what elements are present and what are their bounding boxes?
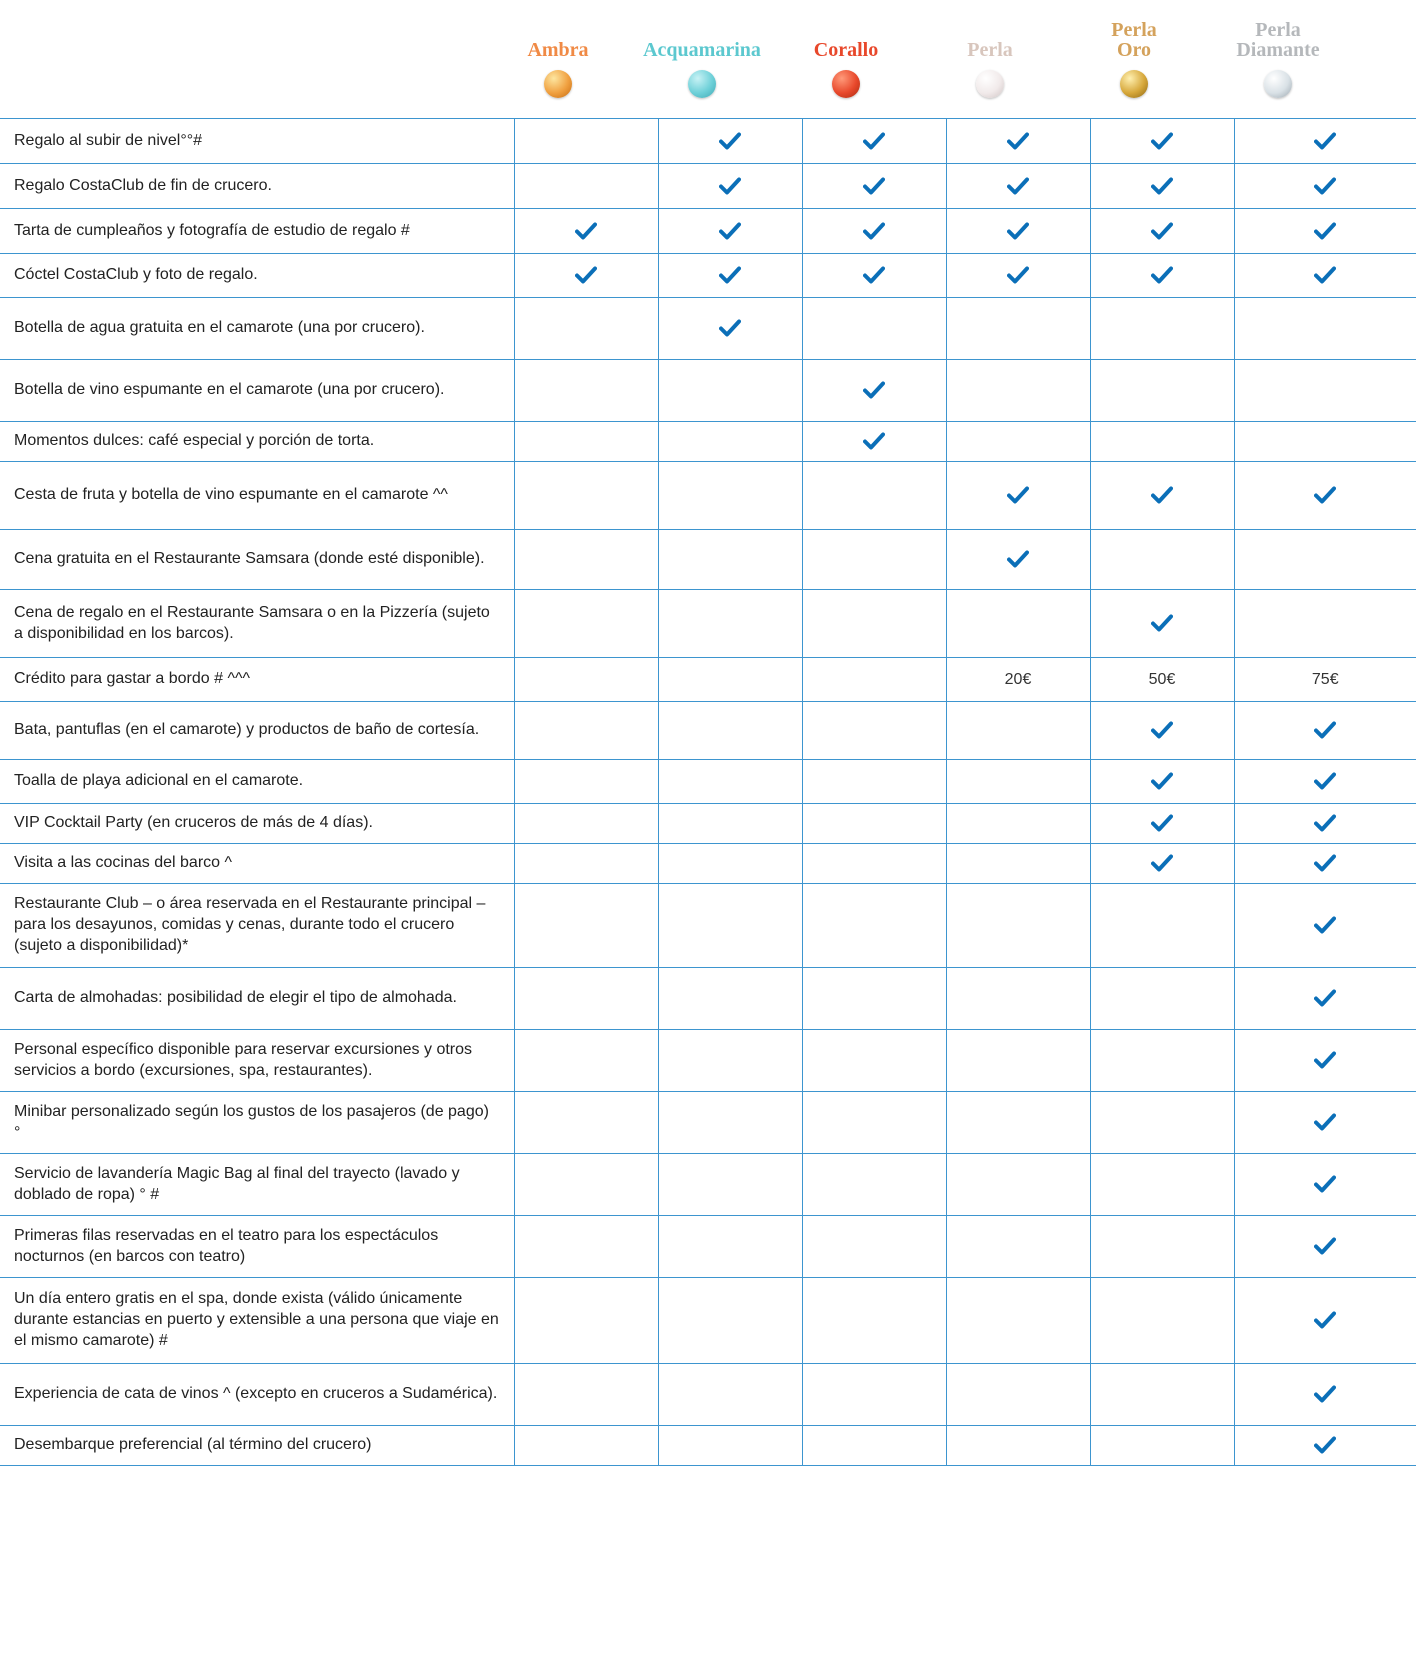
benefit-cell [1090, 530, 1234, 590]
benefit-cell [946, 298, 1090, 360]
benefit-cell [1090, 254, 1234, 298]
benefit-cell [514, 254, 658, 298]
checkmark-icon [1314, 486, 1336, 504]
benefit-cell [658, 209, 802, 254]
benefit-cell [514, 1364, 658, 1426]
checkmark-icon [575, 222, 597, 240]
gold-pearl-gem-icon [1120, 70, 1148, 98]
benefit-cell [1090, 658, 1234, 702]
checkmark-icon [1007, 177, 1029, 195]
benefit-cell [802, 590, 946, 658]
benefit-cell [514, 1278, 658, 1364]
benefit-label: Momentos dulces: café especial y porción de torta. [0, 422, 514, 462]
benefit-cell [946, 804, 1090, 844]
benefit-label: Toalla de playa adicional en el camarote. [0, 760, 514, 804]
benefit-cell [658, 702, 802, 760]
benefit-cell [946, 119, 1090, 164]
tier-column-header [1202, 0, 1354, 118]
checkmark-icon [1314, 1237, 1336, 1255]
checkmark-icon [1314, 1175, 1336, 1193]
benefit-cell [1090, 968, 1234, 1030]
benefit-cell [946, 164, 1090, 209]
benefit-cell [658, 1426, 802, 1466]
benefit-cell [514, 804, 658, 844]
checkmark-icon [1314, 1311, 1336, 1329]
benefit-cell [802, 164, 946, 209]
table-row [0, 844, 1416, 884]
benefit-cell [1234, 1030, 1416, 1092]
benefit-cell [1234, 702, 1416, 760]
benefit-cell [946, 590, 1090, 658]
benefit-cell [658, 119, 802, 164]
benefit-label: Botella de vino espumante en el camarote (una por crucero). [0, 360, 514, 422]
benefit-cell [658, 884, 802, 968]
benefit-cell [802, 884, 946, 968]
checkmark-icon [1314, 814, 1336, 832]
benefit-cell [1090, 1216, 1234, 1278]
benefit-label: Bata, pantuflas (en el camarote) y productos de baño de cortesía. [0, 702, 514, 760]
benefit-cell [514, 844, 658, 884]
checkmark-icon [1151, 721, 1173, 739]
benefit-cell [946, 254, 1090, 298]
checkmark-icon [863, 381, 885, 399]
benefit-cell [514, 1216, 658, 1278]
benefit-cell [658, 164, 802, 209]
table-row [0, 422, 1416, 462]
benefit-cell [946, 1426, 1090, 1466]
benefit-cell [1090, 164, 1234, 209]
tier-name [770, 40, 922, 60]
benefit-label: Restaurante Club – o área reservada en el Restaurante principal – para los desayunos, comidas y cenas, durante todo el crucero (sujeto a disponibilidad)* [0, 884, 514, 968]
benefit-cell [658, 422, 802, 462]
checkmark-icon [1007, 222, 1029, 240]
benefit-label: Cóctel CostaClub y foto de regalo. [0, 254, 514, 298]
benefit-cell [514, 360, 658, 422]
benefit-cell [1090, 1364, 1234, 1426]
table-row [0, 590, 1416, 658]
checkmark-icon [575, 266, 597, 284]
tier-name-line: Perla [1111, 19, 1157, 41]
benefit-label: Experiencia de cata de vinos ^ (excepto en cruceros a Sudamérica). [0, 1364, 514, 1426]
benefit-cell [658, 1278, 802, 1364]
benefit-label: Servicio de lavandería Magic Bag al final del trayecto (lavado y doblado de ropa) ° # [0, 1154, 514, 1216]
benefit-cell [514, 968, 658, 1030]
pearl-gem-icon [976, 70, 1004, 98]
checkmark-icon [1151, 814, 1173, 832]
benefit-cell [658, 298, 802, 360]
table-row [0, 209, 1416, 254]
benefit-label: Un día entero gratis en el spa, donde exista (válido únicamente durante estancias en puerto y extensible a una persona que viaje en el mismo camarote) # [0, 1278, 514, 1364]
tier-name [914, 40, 1066, 60]
benefit-cell [658, 360, 802, 422]
credit-value: 75€ [1311, 670, 1339, 688]
benefit-cell [802, 1278, 946, 1364]
benefit-cell [514, 702, 658, 760]
benefit-cell [1234, 1278, 1416, 1364]
checkmark-icon [1007, 486, 1029, 504]
tier-name [1202, 20, 1354, 60]
table-row [0, 254, 1416, 298]
benefit-label: Visita a las cocinas del barco ^ [0, 844, 514, 884]
checkmark-icon [1314, 1436, 1336, 1454]
benefit-label: Personal específico disponible para reservar excursiones y otros servicios a bordo (excursiones, spa, restaurantes). [0, 1030, 514, 1092]
benefit-cell [658, 1030, 802, 1092]
benefit-cell [1234, 1154, 1416, 1216]
benefit-cell [514, 1154, 658, 1216]
benefit-cell [946, 1030, 1090, 1092]
table-row [0, 1030, 1416, 1092]
table-row [0, 1092, 1416, 1154]
tier-name-line: Perla [967, 39, 1013, 61]
checkmark-icon [1314, 989, 1336, 1007]
checkmark-icon [1151, 772, 1173, 790]
benefit-cell [946, 760, 1090, 804]
checkmark-icon [1151, 132, 1173, 150]
benefit-cell [802, 702, 946, 760]
credit-value: 20€ [1004, 670, 1032, 688]
benefit-cell [946, 1092, 1090, 1154]
benefit-cell [802, 209, 946, 254]
benefit-cell [802, 844, 946, 884]
benefit-cell [1234, 254, 1416, 298]
benefit-cell [514, 119, 658, 164]
tier-header [0, 0, 1416, 118]
benefit-cell [802, 1092, 946, 1154]
table-row [0, 1278, 1416, 1364]
benefit-cell [1234, 1092, 1416, 1154]
benefit-cell [946, 884, 1090, 968]
benefit-cell [1234, 804, 1416, 844]
benefit-cell [1234, 590, 1416, 658]
table-row [0, 1154, 1416, 1216]
benefit-cell [1234, 1426, 1416, 1466]
diamond-pearl-gem-icon [1264, 70, 1292, 98]
benefit-cell [1234, 760, 1416, 804]
benefit-cell [1090, 462, 1234, 530]
benefit-cell [802, 298, 946, 360]
table-row [0, 119, 1416, 164]
checkmark-icon [719, 266, 741, 284]
benefit-cell [1090, 422, 1234, 462]
benefit-label: Primeras filas reservadas en el teatro para los espectáculos nocturnos (en barcos con teatro) [0, 1216, 514, 1278]
table-row [0, 360, 1416, 422]
benefit-cell [1234, 844, 1416, 884]
checkmark-icon [863, 266, 885, 284]
table-row [0, 530, 1416, 590]
amber-gem-icon [544, 70, 572, 98]
benefit-cell [1234, 119, 1416, 164]
benefit-cell [1090, 1092, 1234, 1154]
benefit-cell [1090, 1278, 1234, 1364]
benefit-label: Regalo CostaClub de fin de crucero. [0, 164, 514, 209]
benefit-cell [658, 462, 802, 530]
table-row [0, 1216, 1416, 1278]
benefit-cell [946, 968, 1090, 1030]
benefit-cell [802, 462, 946, 530]
benefit-cell [946, 422, 1090, 462]
benefit-cell [658, 590, 802, 658]
benefit-cell [1090, 804, 1234, 844]
benefit-cell [802, 360, 946, 422]
benefit-cell [802, 804, 946, 844]
benefit-label: Carta de almohadas: posibilidad de elegir el tipo de almohada. [0, 968, 514, 1030]
benefit-cell [946, 1216, 1090, 1278]
benefit-cell [1234, 164, 1416, 209]
table-row [0, 164, 1416, 209]
checkmark-icon [719, 319, 741, 337]
benefit-cell [514, 590, 658, 658]
benefit-label: Regalo al subir de nivel°°# [0, 119, 514, 164]
benefit-cell [1090, 1154, 1234, 1216]
benefit-cell [514, 462, 658, 530]
tier-column-header [1058, 0, 1210, 118]
benefit-cell [802, 1030, 946, 1092]
benefit-cell [946, 360, 1090, 422]
benefit-cell [1234, 422, 1416, 462]
checkmark-icon [1314, 132, 1336, 150]
checkmark-icon [1151, 486, 1173, 504]
benefit-cell [514, 209, 658, 254]
credit-value: 50€ [1148, 670, 1176, 688]
benefit-cell [658, 1154, 802, 1216]
benefit-cell [658, 1092, 802, 1154]
benefit-label: Minibar personalizado según los gustos de los pasajeros (de pago) ° [0, 1092, 514, 1154]
benefit-cell [802, 422, 946, 462]
checkmark-icon [1151, 222, 1173, 240]
benefit-cell [1234, 658, 1416, 702]
benefit-cell [1090, 844, 1234, 884]
benefit-cell [658, 1216, 802, 1278]
benefits-table [0, 118, 1416, 1466]
benefit-cell [1090, 209, 1234, 254]
benefit-cell [1090, 298, 1234, 360]
benefit-cell [946, 530, 1090, 590]
tier-column-header [770, 0, 922, 118]
checkmark-icon [1151, 854, 1173, 872]
table-row [0, 702, 1416, 760]
checkmark-icon [719, 177, 741, 195]
checkmark-icon [863, 132, 885, 150]
benefit-cell [1234, 360, 1416, 422]
benefit-cell [1234, 884, 1416, 968]
checkmark-icon [1314, 177, 1336, 195]
benefit-cell [802, 1216, 946, 1278]
table-row [0, 1426, 1416, 1466]
benefit-cell [658, 844, 802, 884]
benefit-cell [1090, 119, 1234, 164]
benefit-cell [802, 658, 946, 702]
checkmark-icon [1314, 721, 1336, 739]
benefit-cell [1234, 298, 1416, 360]
benefit-cell [946, 1154, 1090, 1216]
tier-name-line: Corallo [813, 39, 879, 61]
benefit-cell [514, 760, 658, 804]
benefit-cell [514, 298, 658, 360]
benefit-cell [514, 530, 658, 590]
benefit-cell [514, 422, 658, 462]
benefit-cell [1090, 702, 1234, 760]
benefit-cell [946, 702, 1090, 760]
table-row [0, 1364, 1416, 1426]
table-row [0, 760, 1416, 804]
benefit-cell [514, 1426, 658, 1466]
table-row [0, 462, 1416, 530]
checkmark-icon [1314, 1385, 1336, 1403]
benefit-cell [514, 1030, 658, 1092]
benefit-label: Cena de regalo en el Restaurante Samsara o en la Pizzería (sujeto a disponibilidad en los barcos). [0, 590, 514, 658]
checkmark-icon [1151, 614, 1173, 632]
aquamarine-gem-icon [688, 70, 716, 98]
tier-name-line: Ambra [527, 39, 589, 61]
tier-name-line: Acquamarina [643, 39, 761, 61]
benefit-cell [1234, 1364, 1416, 1426]
checkmark-icon [1151, 177, 1173, 195]
checkmark-icon [1314, 916, 1336, 934]
benefit-cell [802, 1426, 946, 1466]
benefit-cell [514, 658, 658, 702]
benefit-cell [514, 164, 658, 209]
benefit-cell [802, 968, 946, 1030]
benefit-cell [946, 209, 1090, 254]
table-row [0, 298, 1416, 360]
benefit-cell [1090, 760, 1234, 804]
benefit-cell [802, 1154, 946, 1216]
tier-name [626, 40, 778, 60]
benefit-cell [658, 968, 802, 1030]
checkmark-icon [1314, 772, 1336, 790]
benefit-label: VIP Cocktail Party (en cruceros de más de 4 días). [0, 804, 514, 844]
benefit-label: Cena gratuita en el Restaurante Samsara (donde esté disponible). [0, 530, 514, 590]
benefit-cell [946, 462, 1090, 530]
benefit-cell [802, 254, 946, 298]
benefit-cell [802, 119, 946, 164]
benefit-cell [658, 1364, 802, 1426]
benefit-cell [946, 658, 1090, 702]
benefit-cell [802, 760, 946, 804]
benefit-cell [802, 1364, 946, 1426]
benefit-cell [1234, 209, 1416, 254]
checkmark-icon [1314, 854, 1336, 872]
checkmark-icon [1007, 550, 1029, 568]
checkmark-icon [1007, 266, 1029, 284]
benefit-cell [658, 254, 802, 298]
benefit-cell [1090, 1030, 1234, 1092]
benefit-cell [946, 844, 1090, 884]
benefit-label: Crédito para gastar a bordo # ^^^ [0, 658, 514, 702]
checkmark-icon [719, 132, 741, 150]
tier-column-header [482, 0, 634, 118]
benefit-label: Tarta de cumpleaños y fotografía de estudio de regalo # [0, 209, 514, 254]
benefit-cell [946, 1278, 1090, 1364]
benefit-label: Cesta de fruta y botella de vino espumante en el camarote ^^ [0, 462, 514, 530]
checkmark-icon [1314, 222, 1336, 240]
table-row [0, 968, 1416, 1030]
tier-column-header [914, 0, 1066, 118]
table-row [0, 804, 1416, 844]
tier-name-line: Oro [1116, 39, 1152, 61]
checkmark-icon [1314, 1051, 1336, 1069]
tier-name [1058, 20, 1210, 60]
benefit-cell [658, 658, 802, 702]
tier-name-line: Perla [1255, 19, 1301, 41]
benefit-cell [802, 530, 946, 590]
benefit-cell [1090, 884, 1234, 968]
benefit-cell [1234, 462, 1416, 530]
benefit-label: Desembarque preferencial (al término del crucero) [0, 1426, 514, 1466]
checkmark-icon [863, 177, 885, 195]
benefit-cell [514, 884, 658, 968]
checkmark-icon [1314, 266, 1336, 284]
table-row [0, 658, 1416, 702]
tier-name-line: Diamante [1236, 39, 1320, 61]
table-row [0, 884, 1416, 968]
checkmark-icon [863, 222, 885, 240]
benefit-cell [658, 760, 802, 804]
benefit-cell [1234, 530, 1416, 590]
benefit-cell [1234, 968, 1416, 1030]
checkmark-icon [1151, 266, 1173, 284]
benefit-cell [946, 1364, 1090, 1426]
benefit-cell [1090, 360, 1234, 422]
checkmark-icon [719, 222, 741, 240]
checkmark-icon [1314, 1113, 1336, 1131]
benefit-cell [1090, 1426, 1234, 1466]
tier-name [482, 40, 634, 60]
coral-gem-icon [832, 70, 860, 98]
checkmark-icon [863, 432, 885, 450]
benefit-cell [514, 1092, 658, 1154]
benefit-cell [658, 804, 802, 844]
benefit-cell [1090, 590, 1234, 658]
checkmark-icon [1007, 132, 1029, 150]
benefit-label: Botella de agua gratuita en el camarote (una por crucero). [0, 298, 514, 360]
tier-column-header [626, 0, 778, 118]
benefit-cell [658, 530, 802, 590]
benefit-cell [1234, 1216, 1416, 1278]
